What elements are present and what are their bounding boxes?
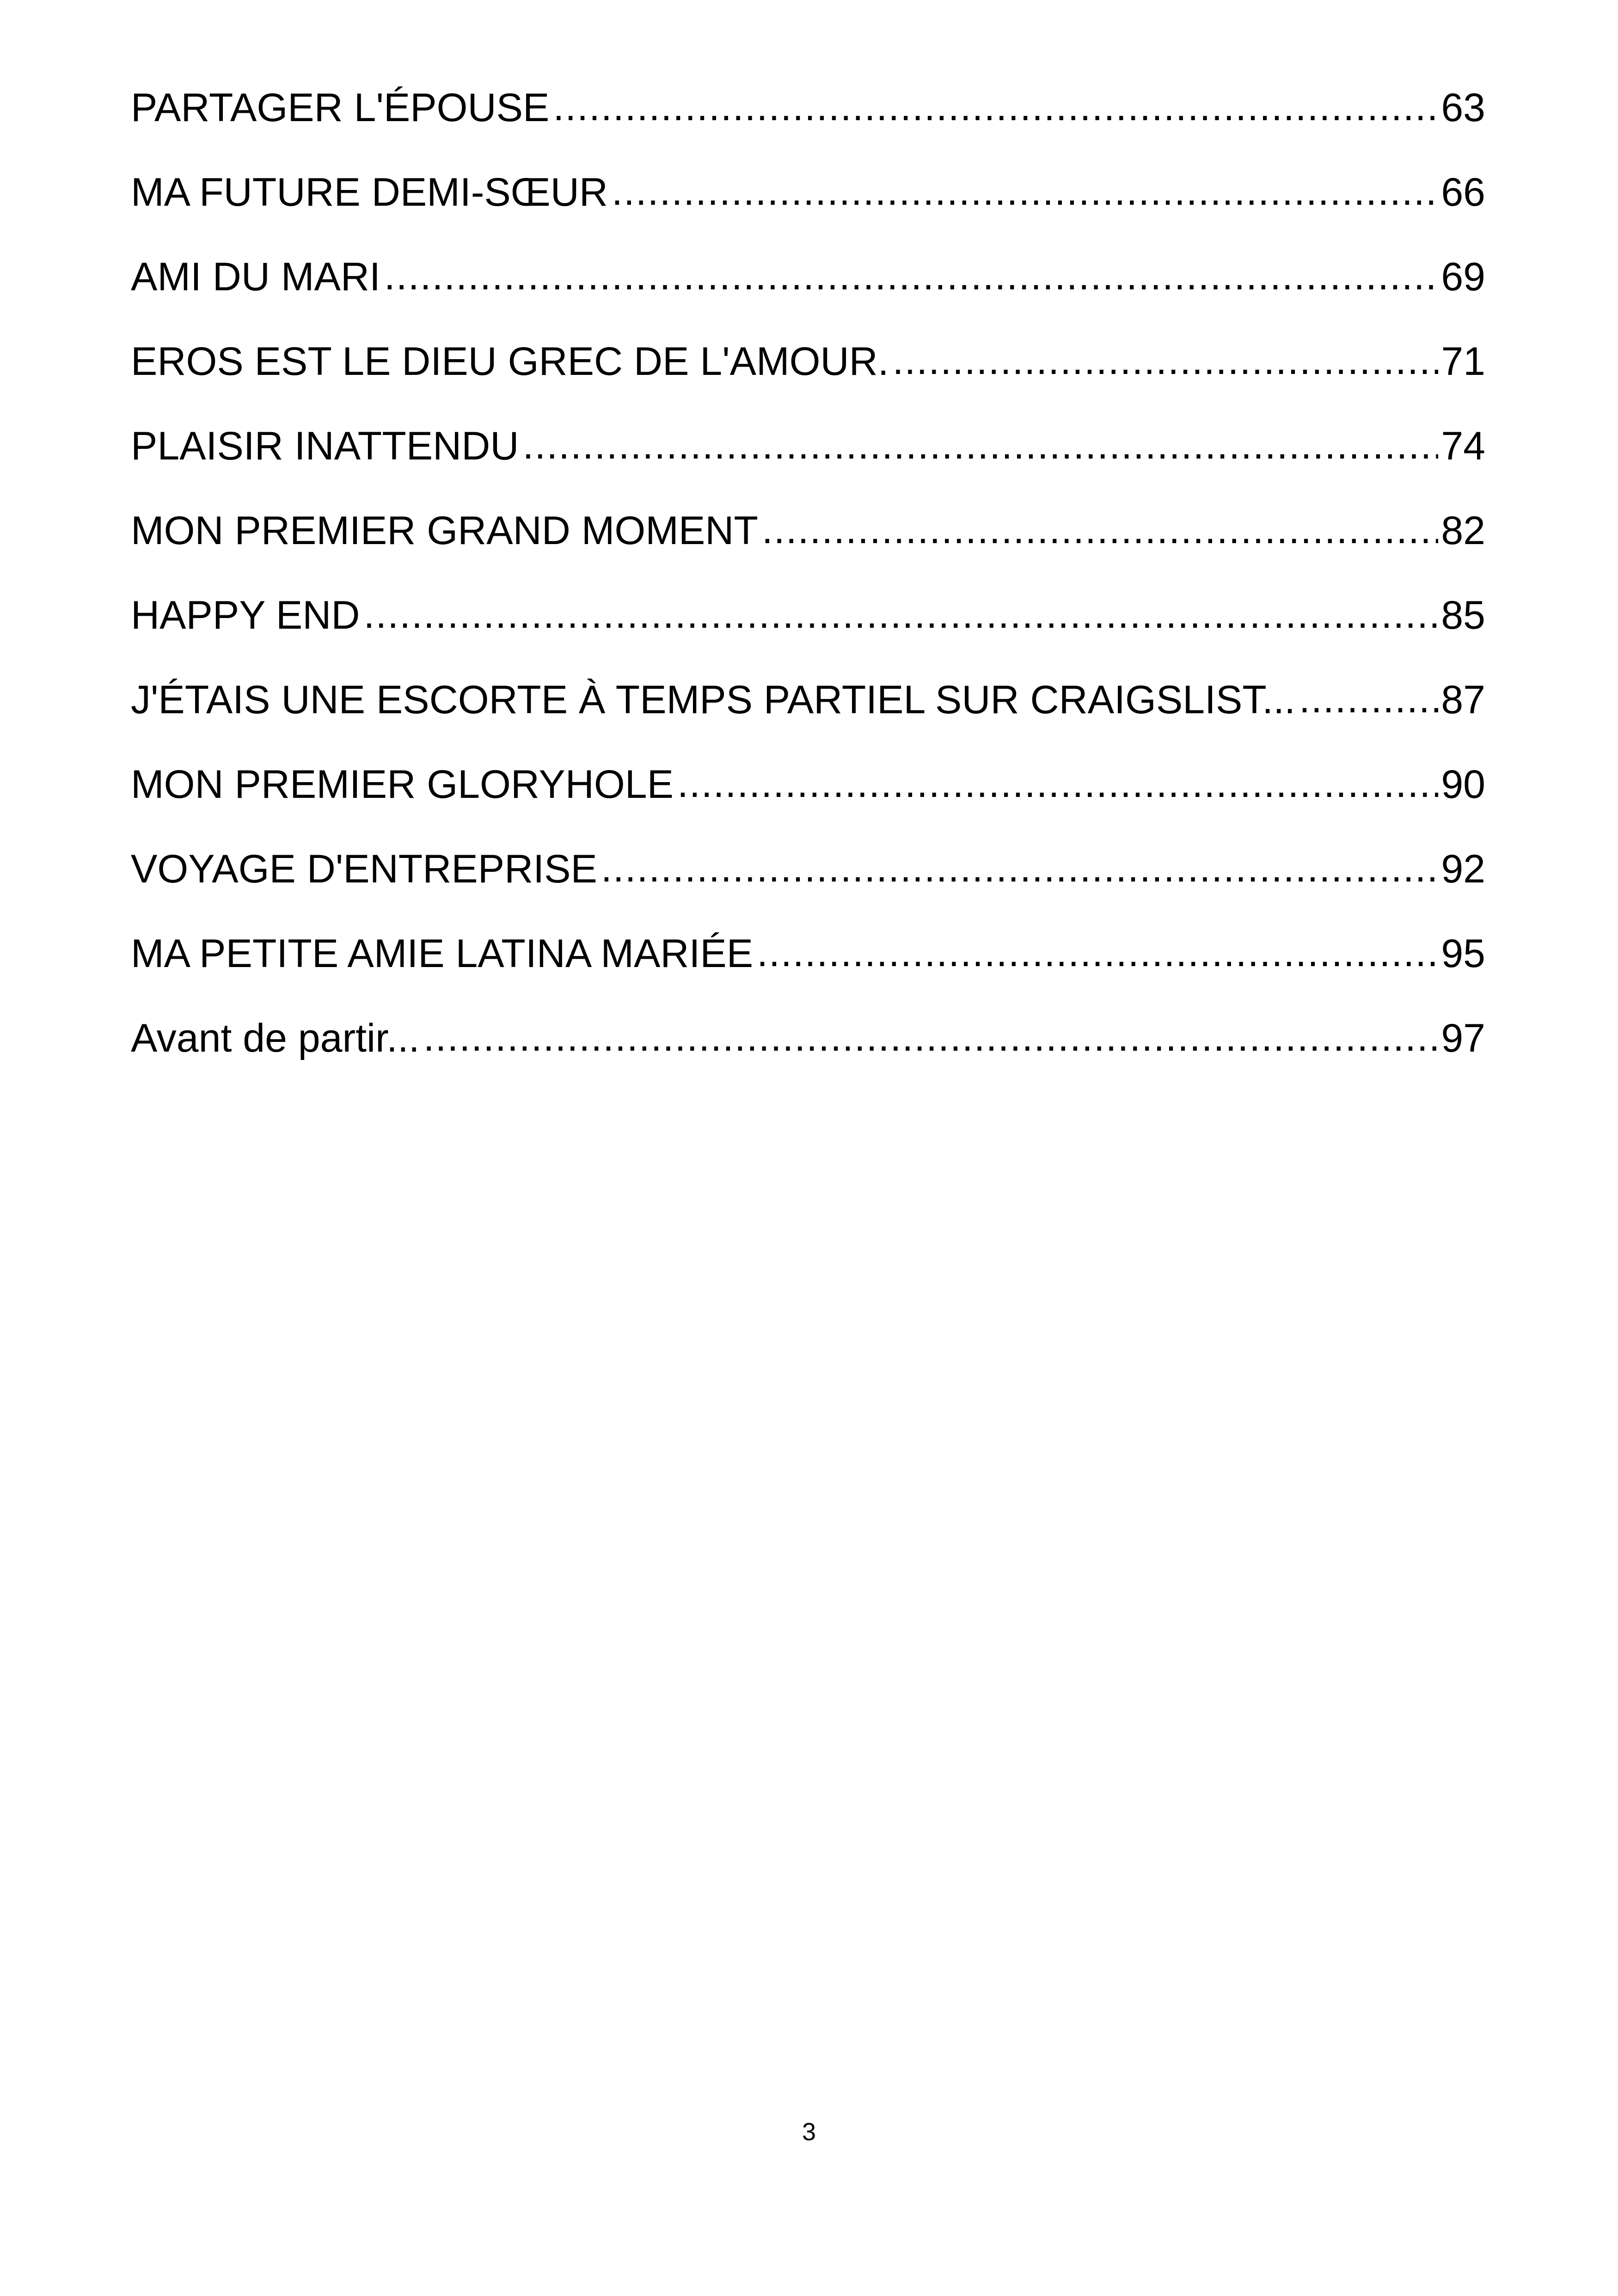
toc-entry-title: Avant de partir... bbox=[131, 1016, 420, 1060]
toc-leader-dots bbox=[423, 1008, 1439, 1066]
toc-entry-title: J'ÉTAIS UNE ESCORTE À TEMPS PARTIEL SUR CRAIGSLIST... bbox=[131, 678, 1295, 722]
toc-entry-title: MA FUTURE DEMI-SŒUR bbox=[131, 170, 608, 214]
toc-leader-dots bbox=[677, 754, 1438, 813]
toc-leader-dots bbox=[762, 501, 1438, 559]
toc-entry-title: VOYAGE D'ENTREPRISE bbox=[131, 847, 597, 891]
toc-entry[interactable] bbox=[131, 1009, 1485, 1094]
toc-entry-page: 97 bbox=[1441, 1016, 1485, 1060]
toc-entry[interactable] bbox=[131, 671, 1485, 755]
toc-entry-page: 63 bbox=[1441, 86, 1485, 130]
toc-entry-page: 85 bbox=[1441, 593, 1485, 637]
toc-entry-page: 95 bbox=[1441, 931, 1485, 976]
toc-entry-title: HAPPY END bbox=[131, 593, 360, 637]
toc-entry-title: MON PREMIER GRAND MOMENT bbox=[131, 508, 758, 553]
toc-leader-dots bbox=[363, 585, 1438, 643]
toc-entry-title: MON PREMIER GLORYHOLE bbox=[131, 762, 674, 807]
toc-entry-page: 66 bbox=[1441, 170, 1485, 214]
toc-entry[interactable] bbox=[131, 502, 1485, 586]
toc-entry[interactable] bbox=[131, 79, 1485, 163]
toc-entry[interactable] bbox=[131, 925, 1485, 1009]
toc-leader-dots bbox=[601, 839, 1439, 897]
toc-leader-dots bbox=[384, 247, 1438, 305]
table-of-contents bbox=[131, 79, 1485, 1094]
toc-entry-title: PLAISIR INATTENDU bbox=[131, 424, 519, 468]
toc-leader-dots bbox=[757, 924, 1438, 982]
toc-entry-title: EROS EST LE DIEU GREC DE L'AMOUR. bbox=[131, 339, 889, 384]
toc-entry[interactable] bbox=[131, 755, 1485, 840]
toc-leader-dots bbox=[522, 416, 1438, 474]
toc-entry[interactable] bbox=[131, 840, 1485, 925]
toc-entry-title: PARTAGER L'ÉPOUSE bbox=[131, 86, 550, 130]
toc-entry[interactable] bbox=[131, 417, 1485, 502]
toc-leader-dots bbox=[1299, 670, 1438, 728]
toc-entry[interactable] bbox=[131, 248, 1485, 332]
toc-entry[interactable] bbox=[131, 586, 1485, 671]
toc-entry-page: 74 bbox=[1441, 424, 1485, 468]
toc-leader-dots bbox=[553, 78, 1438, 136]
toc-entry[interactable] bbox=[131, 163, 1485, 248]
toc-entry-title: MA PETITE AMIE LATINA MARIÉE bbox=[131, 931, 754, 976]
toc-entry-page: 69 bbox=[1441, 255, 1485, 299]
toc-entry-page: 82 bbox=[1441, 508, 1485, 553]
toc-entry-title: AMI DU MARI bbox=[131, 255, 380, 299]
page-number: 3 bbox=[802, 2118, 816, 2146]
toc-leader-dots bbox=[612, 162, 1438, 220]
toc-entry-page: 71 bbox=[1441, 339, 1485, 384]
toc-entry[interactable] bbox=[131, 332, 1485, 417]
toc-entry-page: 92 bbox=[1441, 847, 1485, 891]
toc-leader-dots bbox=[893, 331, 1439, 390]
toc-entry-page: 90 bbox=[1441, 762, 1485, 807]
toc-entry-page: 87 bbox=[1441, 678, 1485, 722]
